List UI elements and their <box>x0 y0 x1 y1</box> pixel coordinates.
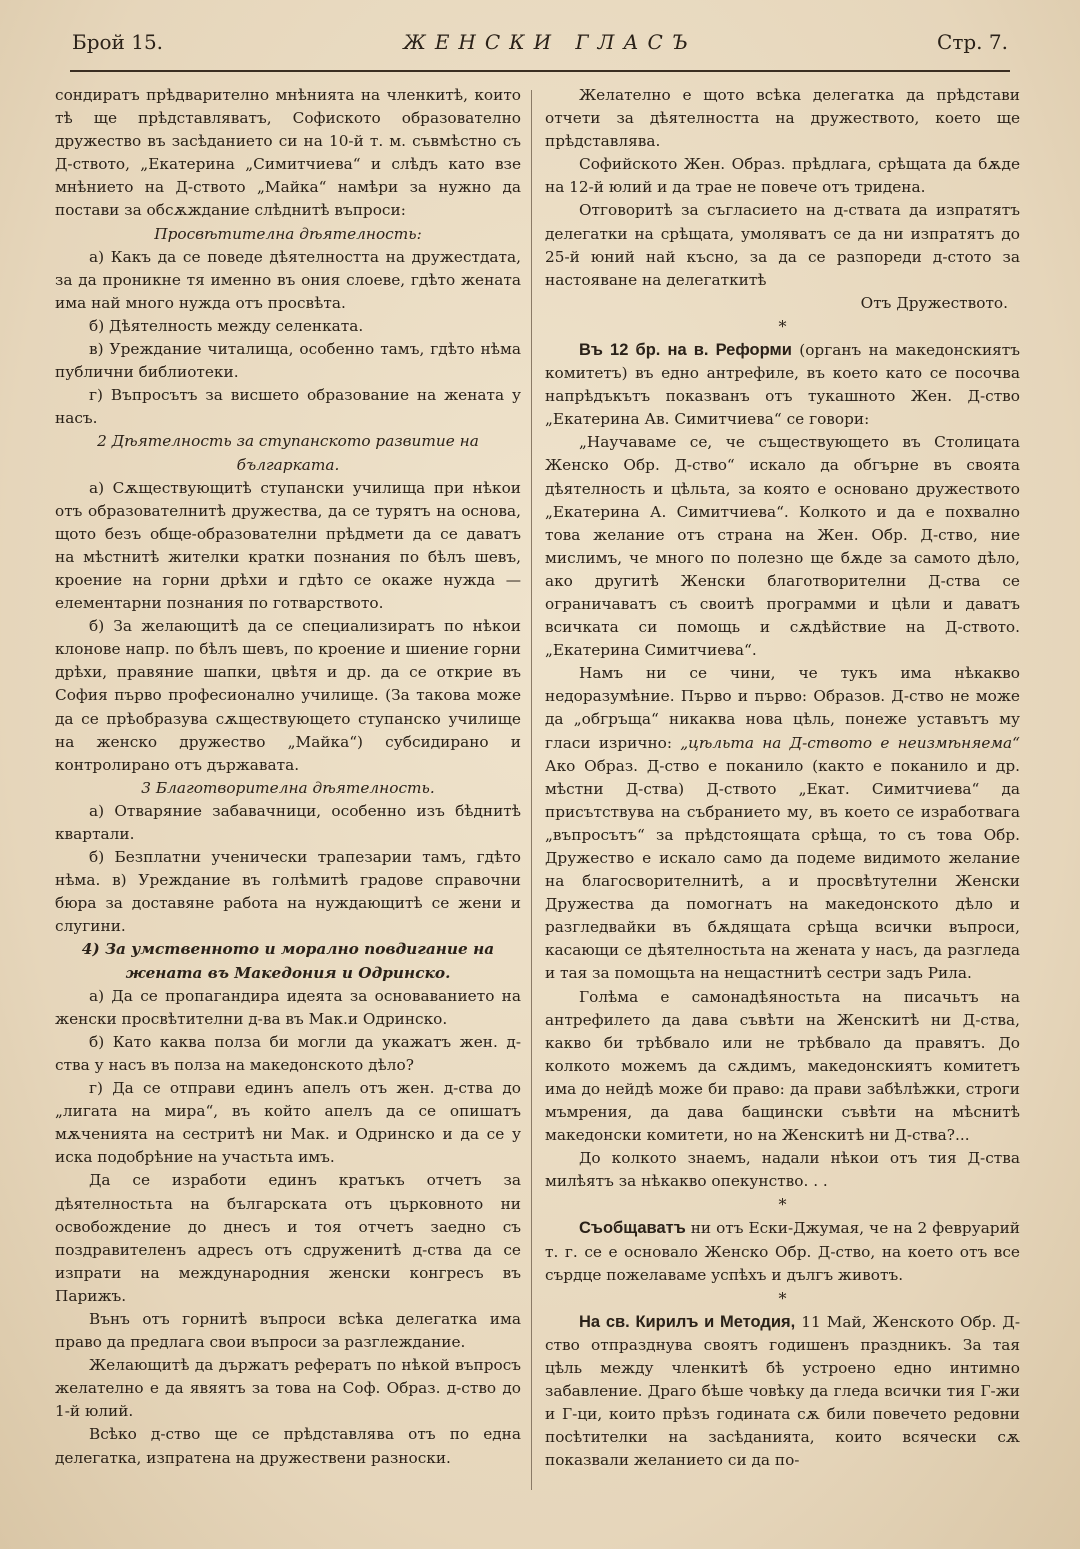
article-eski-dzhumaya <box>545 1217 1020 1286</box>
paragraph: Вънъ отъ горнитѣ въпроси всѣка делегатка има право да предлага свои въпроси за разглеждание. <box>55 1309 521 1352</box>
separator-star: * <box>778 316 787 336</box>
paragraph: сондиратъ прѣдварително мнѣнията на членкитѣ, които тѣ ще прѣдставляватъ, Софиското образователно дружество въ засѣданието си на 10-й т. м. съвмѣстно съ Д-ството, „Екатерина „Симитчиева“ и слѣдъ като взе мнѣнието на Д-ството „Майка“ намѣри за нужно да постави за обсѫждание слѣднитѣ въпроси: <box>55 86 521 220</box>
article-lead: На св. Кирилъ и Методия, <box>579 1312 796 1331</box>
paragraph: Отговоритѣ за съгласието на д-ствата да изпратятъ делегатки на срѣщата, умоляватъ се да ни изпратятъ до 25-й юний най късно, за да се разпореди д-стото за настояване на делегаткитѣ <box>545 201 1020 289</box>
separator-star: * <box>778 1288 787 1308</box>
separator-star: * <box>778 1195 787 1215</box>
paragraph: Желателно е щото всѣка делегатка да прѣдстави отчети за дѣятелността на дружеството, което ще прѣдставлява. <box>545 86 1020 151</box>
paragraph: Да се изработи единъ кратъкъ отчетъ за дѣятелностьта на българската отъ църковното ни освобождение до днесъ и тоя отчетъ заедно съ поздравителенъ адресъ отъ сдруженитѣ д-ства да се изпрати на международния женски конгресъ въ Парижъ. <box>55 1171 521 1305</box>
paragraph-text: Ако Образ. Д-ство е поканило (както е поканило и др. мѣстни Д-ства) Д-ството „Екат. Симитчиева“ да присътствува на събранието му, въ което се изработвага „въпросътъ“ за прѣдстоящата срѣща, то съ това Обр. Дружество е искало само да подеме видимото желание на благосворителнитѣ, а и просвѣтутелни Женски Дружества да помогнатъ на македонското дѣло и разгледвайки въ бѫдящата срѣща всички въпроси, касающи се дѣятелностьта на жената у насъ, да разгледа и тая за помощьта на нещастнитѣ сестри задъ Рила. <box>545 756 1020 983</box>
article-reformi <box>545 339 1020 431</box>
paragraph: г) Да се отправи единъ апелъ отъ жен. д-ства до „лигата на мира“, въ който апелъ да се опишатъ мѫченията на сестритѣ ни Мак. и Одринско и да се у иска подобрѣние на участьта имъ. <box>55 1079 521 1167</box>
paragraph: б) Дѣятелность между селенката. <box>89 316 364 335</box>
paragraph: а) Сѫществующитѣ ступански училища при нѣкои отъ образователнитѣ дружества, да се турятъ на основа, щото безъ обще-образователни прѣдмети да се даватъ на мѣстнитѣ жителки кратки познания по бѣлъ шевъ, кроение на горни дрѣхи и гдѣто се окаже нужда — елементарни познания по готварството. <box>55 478 521 613</box>
section-heading: 4) За умственното и морално повдигание на жената въ Македония и Одринско. <box>81 940 495 982</box>
paragraph: б) За желающитѣ да се специализиратъ по нѣкои клонове напр. по бѣлъ шевъ, по кроение и шиение горни дрѣхи, правяние шапки, цвѣтя и др. да се открие въ София първо професионално училище. (За такова може да се прѣобразува сѫществующето ступанско училище на женско дружество „Майка“) субсидирано и контролирано отъ държавата. <box>55 617 521 774</box>
column-divider <box>531 90 532 1490</box>
left-column <box>55 84 521 1470</box>
paragraph: г) Въпросътъ за висшето образование на жената у насъ. <box>55 386 521 428</box>
paragraph: Всѣко д-ство ще се прѣдставлява отъ по една делегатка, изпратена на дружествени разноски. <box>55 1425 521 1467</box>
paragraph: б) Безплатни ученически трапезарии тамъ, гдѣто нѣма. в) Уреждание въ голѣмитѣ градове справочни бюра за доставяне работа на нуждающитѣ се жени и слугини. <box>55 848 521 936</box>
paragraph: а) Какъ да се поведе дѣятелността на дружестдата, за да проникне тя именно въ ония слоеве, гдѣто жената има най много нужда отъ просвѣта. <box>55 247 521 312</box>
italic-quote: „цѣльта на Д-ството е неизмѣняема“ <box>680 733 1020 752</box>
article-lead: Съобщаватъ <box>579 1219 686 1238</box>
quoted-paragraph: „Научаваме се, че съществующето въ Столицата Женско Обр. Д-ство“ искало да обгърне въ своята дѣятелность и цѣльта, за която е основано дружеството „Екатерина А. Симитчиева“. Колкото и да е похвално това желание отъ страна на Жен. Обр. Д-ство, ние мислимъ, че много по полезно ще бѫде за самото дѣло, ако другитѣ Женски благотворителни Д-ства се ограничаватъ съ своитѣ программи и цѣли и даватъ всичката си помощь и сѫдѣйствие на Д-ството. „Екатерина Симитчиева“. <box>545 433 1020 660</box>
page-number: Стр. 7. <box>937 30 1008 54</box>
paragraph: Желающитѣ да държатъ рефератъ по нѣкой въпросъ желателно е да явяятъ за това на Соф. Образ. д-ство до 1-й юлий. <box>55 1356 521 1421</box>
article-text: ни отъ Ески-Джумая, че на 2 февруарий т. г. се е основало Женско Обр. Д-ство, на което отъ все сърдце пожелаваме успѣхъ и дългъ животъ. <box>545 1219 1020 1284</box>
article-text: (органъ на македонскиятъ комитетъ) въ едно антрефиле, въ което като се посочва напрѣдъкътъ показванъ отъ тукашното Жен. Д-ство „Екатерина Ав. Симитчиева“ се говори: <box>545 340 1020 429</box>
section-heading: Просвѣтителна дѣятелность: <box>154 224 422 243</box>
paragraph: а) Отваряние забавачници, особенно изъ бѣднитѣ квартали. <box>55 801 521 843</box>
paragraph <box>545 662 1020 985</box>
article-lead: Въ 12 бр. на в. Реформи <box>579 340 792 359</box>
issue-number: Брой 15. <box>72 30 164 54</box>
paragraph: Софийското Жен. Образ. прѣдлага, срѣщата да бѫде на 12-й юлий и да трае не повече отъ тридена. <box>545 155 1020 197</box>
section-heading: 3 Благотворителна дѣятелность. <box>141 778 435 797</box>
paragraph: Голѣма е самонадѣяностьта на писачьтъ на антрефилето да дава съвѣти на Женскитѣ ни Д-ства, какво би трѣбвало или не трѣбвало да правятъ. До колкото можемъ да сѫдимъ, македонскиятъ комитетъ има до нейдѣ може би право: да прави забѣлѣжки, строги мъмрения, да дава бащински съвѣти на мѣснитѣ македонски комитети, но на Женскитѣ ни Д-ства?... <box>545 987 1020 1145</box>
article-kiril-metodiy <box>545 1311 1020 1473</box>
newspaper-title: ЖЕНСКИ ГЛАСЪ <box>403 30 697 54</box>
section-heading: 2 Дѣятелность за ступанското развитие на българката. <box>97 432 479 474</box>
page-header <box>72 30 1008 64</box>
paragraph: б) Като каква полза би могли да укажатъ жен. д-ства у насъ въ полза на македонското дѣло? <box>55 1032 521 1074</box>
article-text: 11 Май, Женското Обр. Д-ство отпразднува своятъ годишенъ праздникъ. За тая цѣль между членкитѣ бѣ устроено едно интимно забавление. Драго бѣше човѣку да гледа всички тия Г-жи и Г-ци, които прѣзъ годината сѫ били повечето редовни посѣтителки на засѣданията, които всячески сѫ показвали желанието си да по- <box>545 1312 1020 1470</box>
paragraph: До колкото знаемъ, надали нѣкои отъ тия Д-ства милѣятъ за нѣкакво опекунство. . . <box>545 1149 1020 1191</box>
header-rule <box>70 70 1010 72</box>
right-column <box>545 84 1020 1472</box>
signature: Отъ Дружеството. <box>860 293 1008 312</box>
paragraph: а) Да се пропагандира идеята за основаванието на женски просвѣтителни д-ва въ Мак.и Одринско. <box>55 986 521 1028</box>
paragraph-text: Намъ ни се чини, че тукъ има нѣкакво недоразумѣние. Първо и първо: Образов. Д-ство не може да „обгръща“ никаква нова цѣль, понеже уставътъ му гласи изрично: <box>545 664 1020 752</box>
paragraph: в) Уреждание читалища, особенно тамъ, гдѣто нѣма публични библиотеки. <box>55 340 521 382</box>
